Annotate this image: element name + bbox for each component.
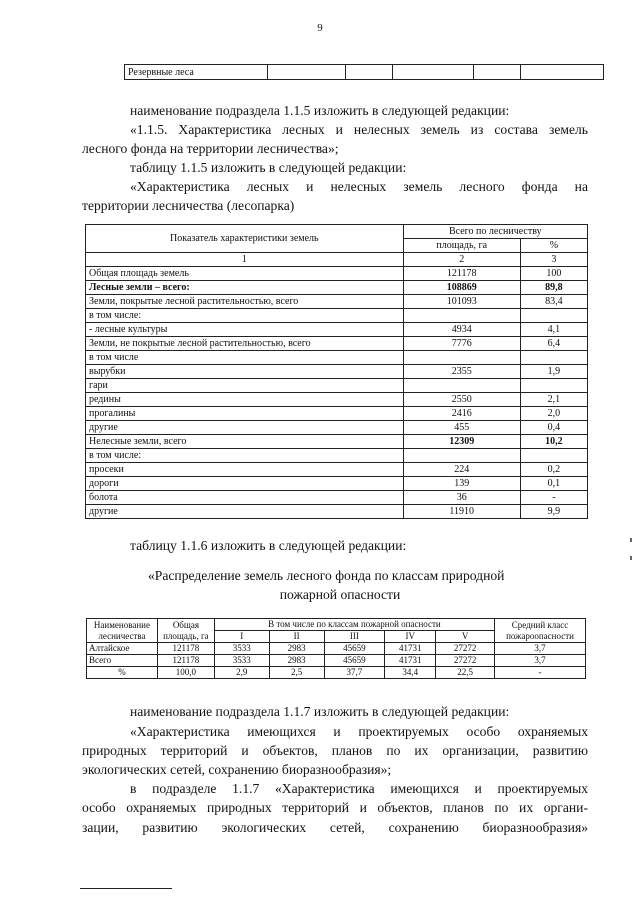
- row-percent: 2,1: [520, 393, 587, 407]
- table-header-row: [87, 619, 586, 631]
- paragraph: экологических сетей, сохранению биоразнообразия»;: [82, 762, 392, 777]
- continuation-table: [124, 64, 604, 80]
- row-area: [403, 449, 520, 463]
- row-class-value: 34,4: [385, 667, 436, 679]
- row-area: 2550: [403, 393, 520, 407]
- row-percent: 6,4: [520, 337, 587, 351]
- table-row: [86, 407, 588, 421]
- row-class-value: 27272: [436, 643, 495, 655]
- column-number: 2: [403, 253, 520, 267]
- paragraph: «Характеристика имеющихся и проектируемых особо охраняемых: [130, 724, 588, 739]
- row-class-value: 3533: [214, 655, 269, 667]
- row-class-value: 45659: [324, 655, 385, 667]
- row-area: 2355: [403, 365, 520, 379]
- row-label: просеки: [86, 463, 404, 477]
- row-percent: 2,0: [520, 407, 587, 421]
- row-label: Лесные земли – всего:: [86, 281, 404, 295]
- row-area: 121178: [403, 267, 520, 281]
- row-class-value: 3533: [214, 643, 269, 655]
- table-row: [86, 267, 588, 281]
- row-percent: 4,1: [520, 323, 587, 337]
- table-row: [86, 505, 588, 519]
- class-header: IV: [385, 631, 436, 643]
- table-header-row: [86, 225, 588, 239]
- column-number: 3: [520, 253, 587, 267]
- class-header: V: [436, 631, 495, 643]
- row-label: другие: [86, 421, 404, 435]
- paragraph: в подразделе 1.1.7 «Характеристика имеющихся и проектируемых: [130, 781, 588, 796]
- row-label: прогалины: [86, 407, 404, 421]
- table-row: [86, 477, 588, 491]
- row-class-value: 45659: [324, 643, 385, 655]
- table-row: [86, 365, 588, 379]
- table-cell: [267, 65, 345, 80]
- row-area: 12309: [403, 435, 520, 449]
- row-area: 121178: [157, 643, 214, 655]
- row-label: гари: [86, 379, 404, 393]
- page-number: 9: [317, 22, 323, 34]
- paragraph: «1.1.5. Характеристика лесных и нелесных земель из состава земель: [130, 122, 588, 137]
- row-area: 121178: [157, 655, 214, 667]
- header-average-line: Средний класс: [511, 619, 569, 630]
- footnote-separator: [80, 888, 172, 889]
- row-percent: [520, 309, 587, 323]
- header-indicator: Показатель характеристики земель: [86, 225, 404, 253]
- table-row: [86, 323, 588, 337]
- row-label: Земли, покрытые лесной растительностью, всего: [86, 295, 404, 309]
- class-header: I: [214, 631, 269, 643]
- row-area: 36: [403, 491, 520, 505]
- row-label: Земли, не покрытые лесной растительностью, всего: [86, 337, 404, 351]
- header-area: [157, 619, 214, 643]
- row-area: 4934: [403, 323, 520, 337]
- row-percent: 10,2: [520, 435, 587, 449]
- header-name: [87, 619, 158, 643]
- row-name: Всего: [87, 655, 158, 667]
- paragraph: наименование подраздела 1.1.7 изложить в следующей редакции:: [130, 704, 510, 719]
- header-name-line: Наименование: [93, 619, 150, 630]
- row-class-value: 2983: [269, 643, 324, 655]
- table-row: [87, 643, 586, 655]
- row-label: Нелесные земли, всего: [86, 435, 404, 449]
- table-row: [86, 421, 588, 435]
- row-label: в том числе:: [86, 449, 404, 463]
- table-cell: [392, 65, 474, 80]
- row-label: в том числе: [86, 351, 404, 365]
- land-characteristics-table: [85, 224, 588, 519]
- row-percent: 0,4: [520, 421, 587, 435]
- row-class-value: 41731: [385, 655, 436, 667]
- row-area: 7776: [403, 337, 520, 351]
- row-area: [403, 379, 520, 393]
- row-name: Алтайское: [87, 643, 158, 655]
- paragraph: зации, развитию экологических сетей, сохранению биоразнообразия»: [82, 820, 588, 835]
- row-area: 139: [403, 477, 520, 491]
- table-caption: пожарной опасности: [279, 587, 401, 602]
- row-percent: 89,8: [520, 281, 587, 295]
- table-row: [86, 295, 588, 309]
- row-area: 224: [403, 463, 520, 477]
- table-row: [87, 667, 586, 679]
- paragraph: наименование подраздела 1.1.5 изложить в следующей редакции:: [130, 103, 510, 118]
- class-header: III: [324, 631, 385, 643]
- row-class-value: 2983: [269, 655, 324, 667]
- paragraph: таблицу 1.1.6 изложить в следующей редакции:: [130, 538, 407, 553]
- row-percent: 100: [520, 267, 587, 281]
- header-classes: В том числе по классам пожарной опасности: [214, 619, 494, 631]
- row-area: 100,0: [157, 667, 214, 679]
- row-area: 108869: [403, 281, 520, 295]
- table-cell: [345, 65, 392, 80]
- table-row: [86, 351, 588, 365]
- table-cell: [521, 65, 604, 80]
- header-area-line: Общая: [172, 619, 199, 630]
- header-average-line: пожароопасности: [506, 630, 574, 641]
- row-percent: 9,9: [520, 505, 587, 519]
- row-class-value: 41731: [385, 643, 436, 655]
- paragraph: таблицу 1.1.5 изложить в следующей редакции:: [130, 160, 407, 175]
- row-class-value: 2,5: [269, 667, 324, 679]
- row-percent: [520, 379, 587, 393]
- row-percent: 83,4: [520, 295, 587, 309]
- row-label: другие: [86, 505, 404, 519]
- scan-mark: [630, 556, 632, 560]
- row-percent: 0,1: [520, 477, 587, 491]
- header-name-line: лесничества: [98, 630, 146, 641]
- table-row: [86, 449, 588, 463]
- paragraph: территории лесничества (лесопарка): [82, 198, 295, 213]
- header-area-line: площадь, га: [163, 630, 209, 641]
- table-row: [86, 491, 588, 505]
- paragraph: лесного фонда на территории лесничества»;: [82, 141, 339, 156]
- row-percent: 0,2: [520, 463, 587, 477]
- row-area: 101093: [403, 295, 520, 309]
- row-class-value: 37,7: [324, 667, 385, 679]
- row-label: дороги: [86, 477, 404, 491]
- table-cell: [474, 65, 521, 80]
- table-row: [86, 463, 588, 477]
- table-row: [87, 655, 586, 667]
- fire-danger-table: [86, 618, 586, 679]
- row-label: вырубки: [86, 365, 404, 379]
- table-caption: «Распределение земель лесного фонда по классам природной: [148, 568, 505, 583]
- class-header: II: [269, 631, 324, 643]
- header-average: [495, 619, 586, 643]
- paragraph: «Характеристика лесных и нелесных земель лесного фонда на: [130, 179, 588, 194]
- row-percent: -: [520, 491, 587, 505]
- row-label: Общая площадь земель: [86, 267, 404, 281]
- paragraph: особо охраняемых природных территорий и объектов, планов по их органи-: [82, 800, 588, 815]
- scan-mark: [630, 538, 632, 542]
- row-area: 11910: [403, 505, 520, 519]
- row-area: 455: [403, 421, 520, 435]
- row-area: [403, 351, 520, 365]
- row-percent: 1,9: [520, 365, 587, 379]
- row-label: болота: [86, 491, 404, 505]
- header-area: площадь, га: [403, 239, 520, 253]
- row-average: 3,7: [495, 643, 586, 655]
- table-row: [86, 379, 588, 393]
- table-row: [86, 281, 588, 295]
- header-percent: %: [520, 239, 587, 253]
- table-row: [86, 309, 588, 323]
- row-average: -: [495, 667, 586, 679]
- row-area: 2416: [403, 407, 520, 421]
- row-name: %: [87, 667, 158, 679]
- table-row: [86, 393, 588, 407]
- row-class-value: 2,9: [214, 667, 269, 679]
- paragraph: природных территорий и объектов, планов по их организации, развитию: [82, 743, 588, 758]
- row-label: в том числе:: [86, 309, 404, 323]
- table-row: [125, 65, 604, 80]
- row-class-value: 22,5: [436, 667, 495, 679]
- header-total: Всего по лесничеству: [403, 225, 587, 239]
- column-number: 1: [86, 253, 404, 267]
- row-percent: [520, 351, 587, 365]
- row-percent: [520, 449, 587, 463]
- row-class-value: 27272: [436, 655, 495, 667]
- row-label: - лесные культуры: [86, 323, 404, 337]
- table-row: [86, 337, 588, 351]
- row-area: [403, 309, 520, 323]
- row-label: редины: [86, 393, 404, 407]
- table-number-row: [86, 253, 588, 267]
- row-average: 3,7: [495, 655, 586, 667]
- table-cell: Резервные леса: [125, 65, 268, 80]
- table-row: [86, 435, 588, 449]
